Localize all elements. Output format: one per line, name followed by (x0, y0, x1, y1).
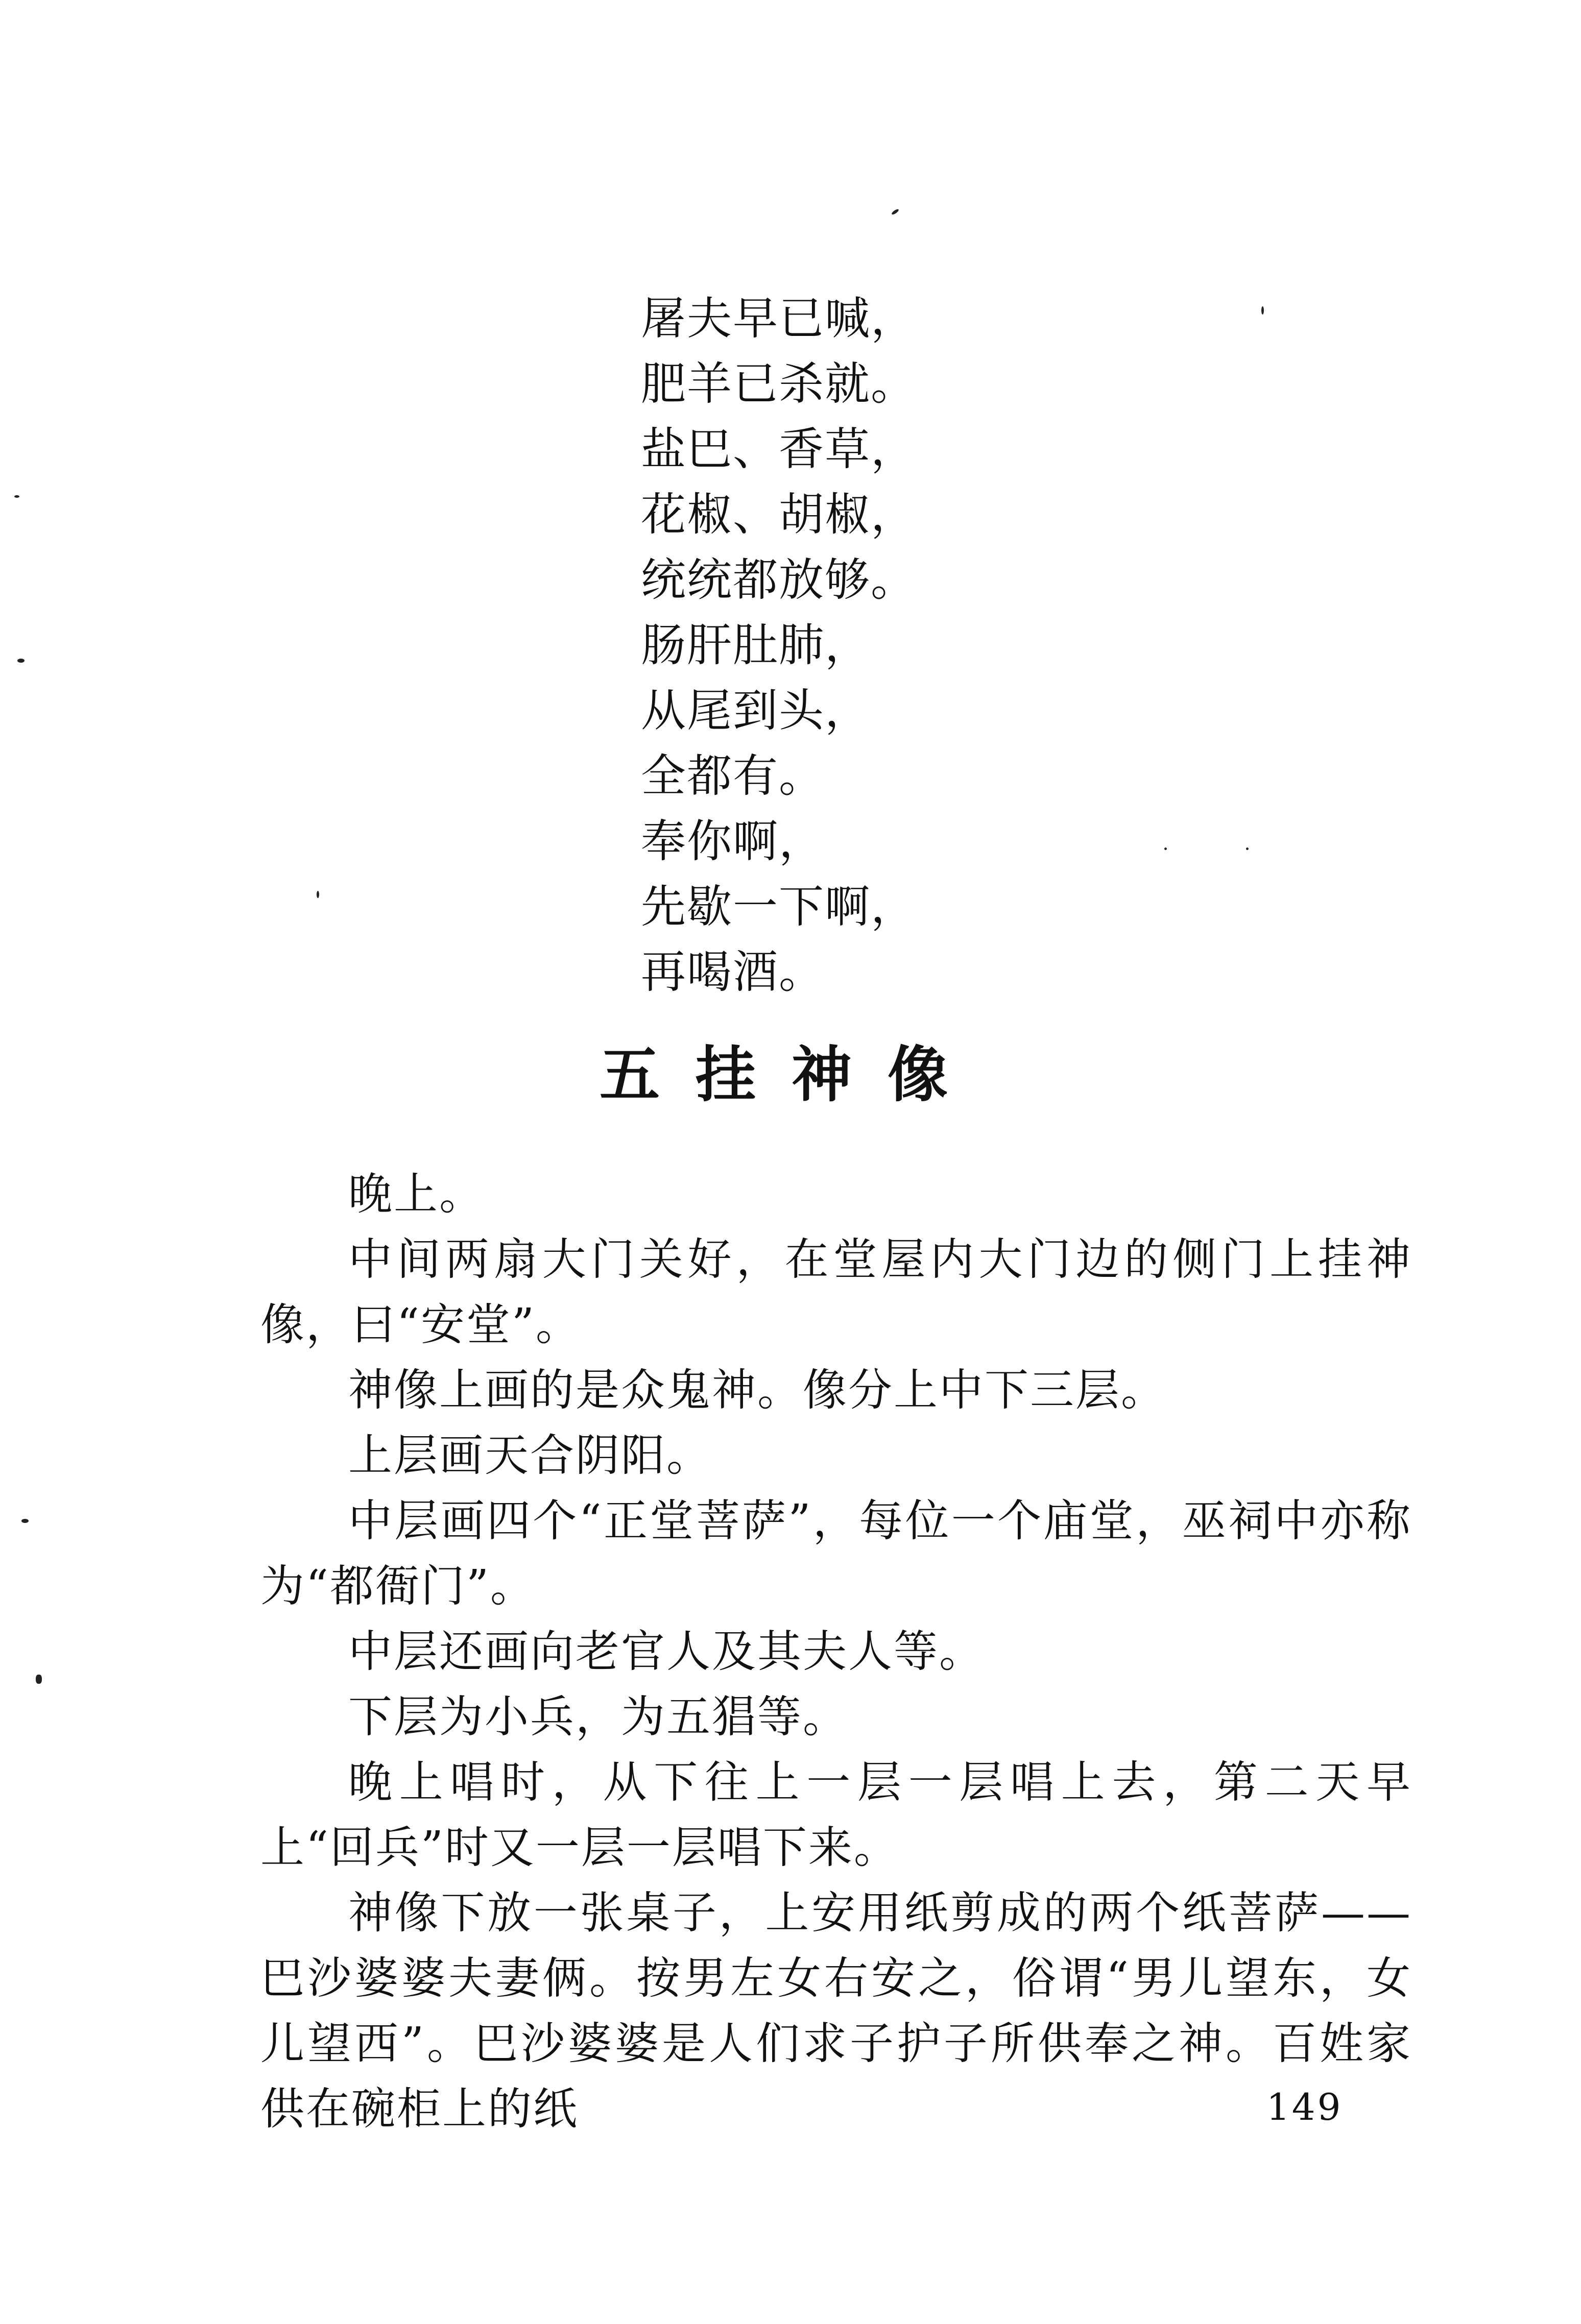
paragraph: 晚上。 (348, 1169, 485, 1220)
verse-line: 奉你啊， (641, 815, 825, 867)
scan-speck (1164, 848, 1167, 850)
paragraph: 神像上画的是众鬼神。像分上中下三层。 (348, 1365, 1166, 1416)
verse-line: 统统都放够。 (641, 553, 917, 606)
section-title: 五挂神像 (599, 1039, 984, 1110)
paragraph: 神像下放一张桌子，上安用纸剪成的两个纸菩萨——巴沙婆婆夫妻俩。按男左女右安之，俗谓“男儿望东，女儿望西”。巴沙婆婆是人们求子护子所供奉之神。百姓家供在碗柜上的纸 (260, 1887, 1412, 2135)
verse-line: 先歇一下啊， (641, 880, 917, 933)
verse-line: 肥羊已杀就。 (641, 357, 917, 410)
scan-speck (17, 659, 25, 663)
paragraph: 晚上唱时，从下往上一层一层唱上去，第二天早上“回兵”时又一层一层唱下来。 (260, 1757, 1412, 1873)
paragraph: 中层还画向老官人及其夫人等。 (348, 1626, 985, 1677)
scan-speck (891, 208, 900, 215)
scan-speck (1261, 306, 1264, 314)
scan-speck (36, 1675, 42, 1684)
verse-block (641, 286, 1100, 1005)
scan-speck (1246, 848, 1249, 850)
page-number: 149 (1266, 2086, 1343, 2128)
paragraph: 中间两扇大门关好，在堂屋内大门边的侧门上挂神像，曰“安堂”。 (260, 1234, 1412, 1350)
verse-line: 花椒、胡椒， (641, 488, 917, 541)
paragraph: 下层为小兵，为五猖等。 (348, 1691, 848, 1742)
verse-line: 再喝酒。 (641, 946, 825, 998)
scan-speck (14, 495, 19, 498)
verse-line: 从尾到头， (641, 684, 871, 737)
verse-line: 肠肝肚肺， (641, 619, 871, 671)
verse-line: 全都有。 (641, 749, 825, 802)
paragraph: 中层画四个“正堂菩萨”，每位一个庙堂，巫祠中亦称为“都衙门”。 (260, 1495, 1412, 1612)
scan-speck (21, 1519, 29, 1523)
paragraph: 上层画天合阴阳。 (348, 1430, 712, 1481)
verse-line: 屠夫早已喊， (641, 292, 917, 345)
scan-speck (317, 891, 319, 898)
prose-block (260, 1161, 1412, 2142)
verse-line: 盐巴、香草， (641, 423, 917, 475)
